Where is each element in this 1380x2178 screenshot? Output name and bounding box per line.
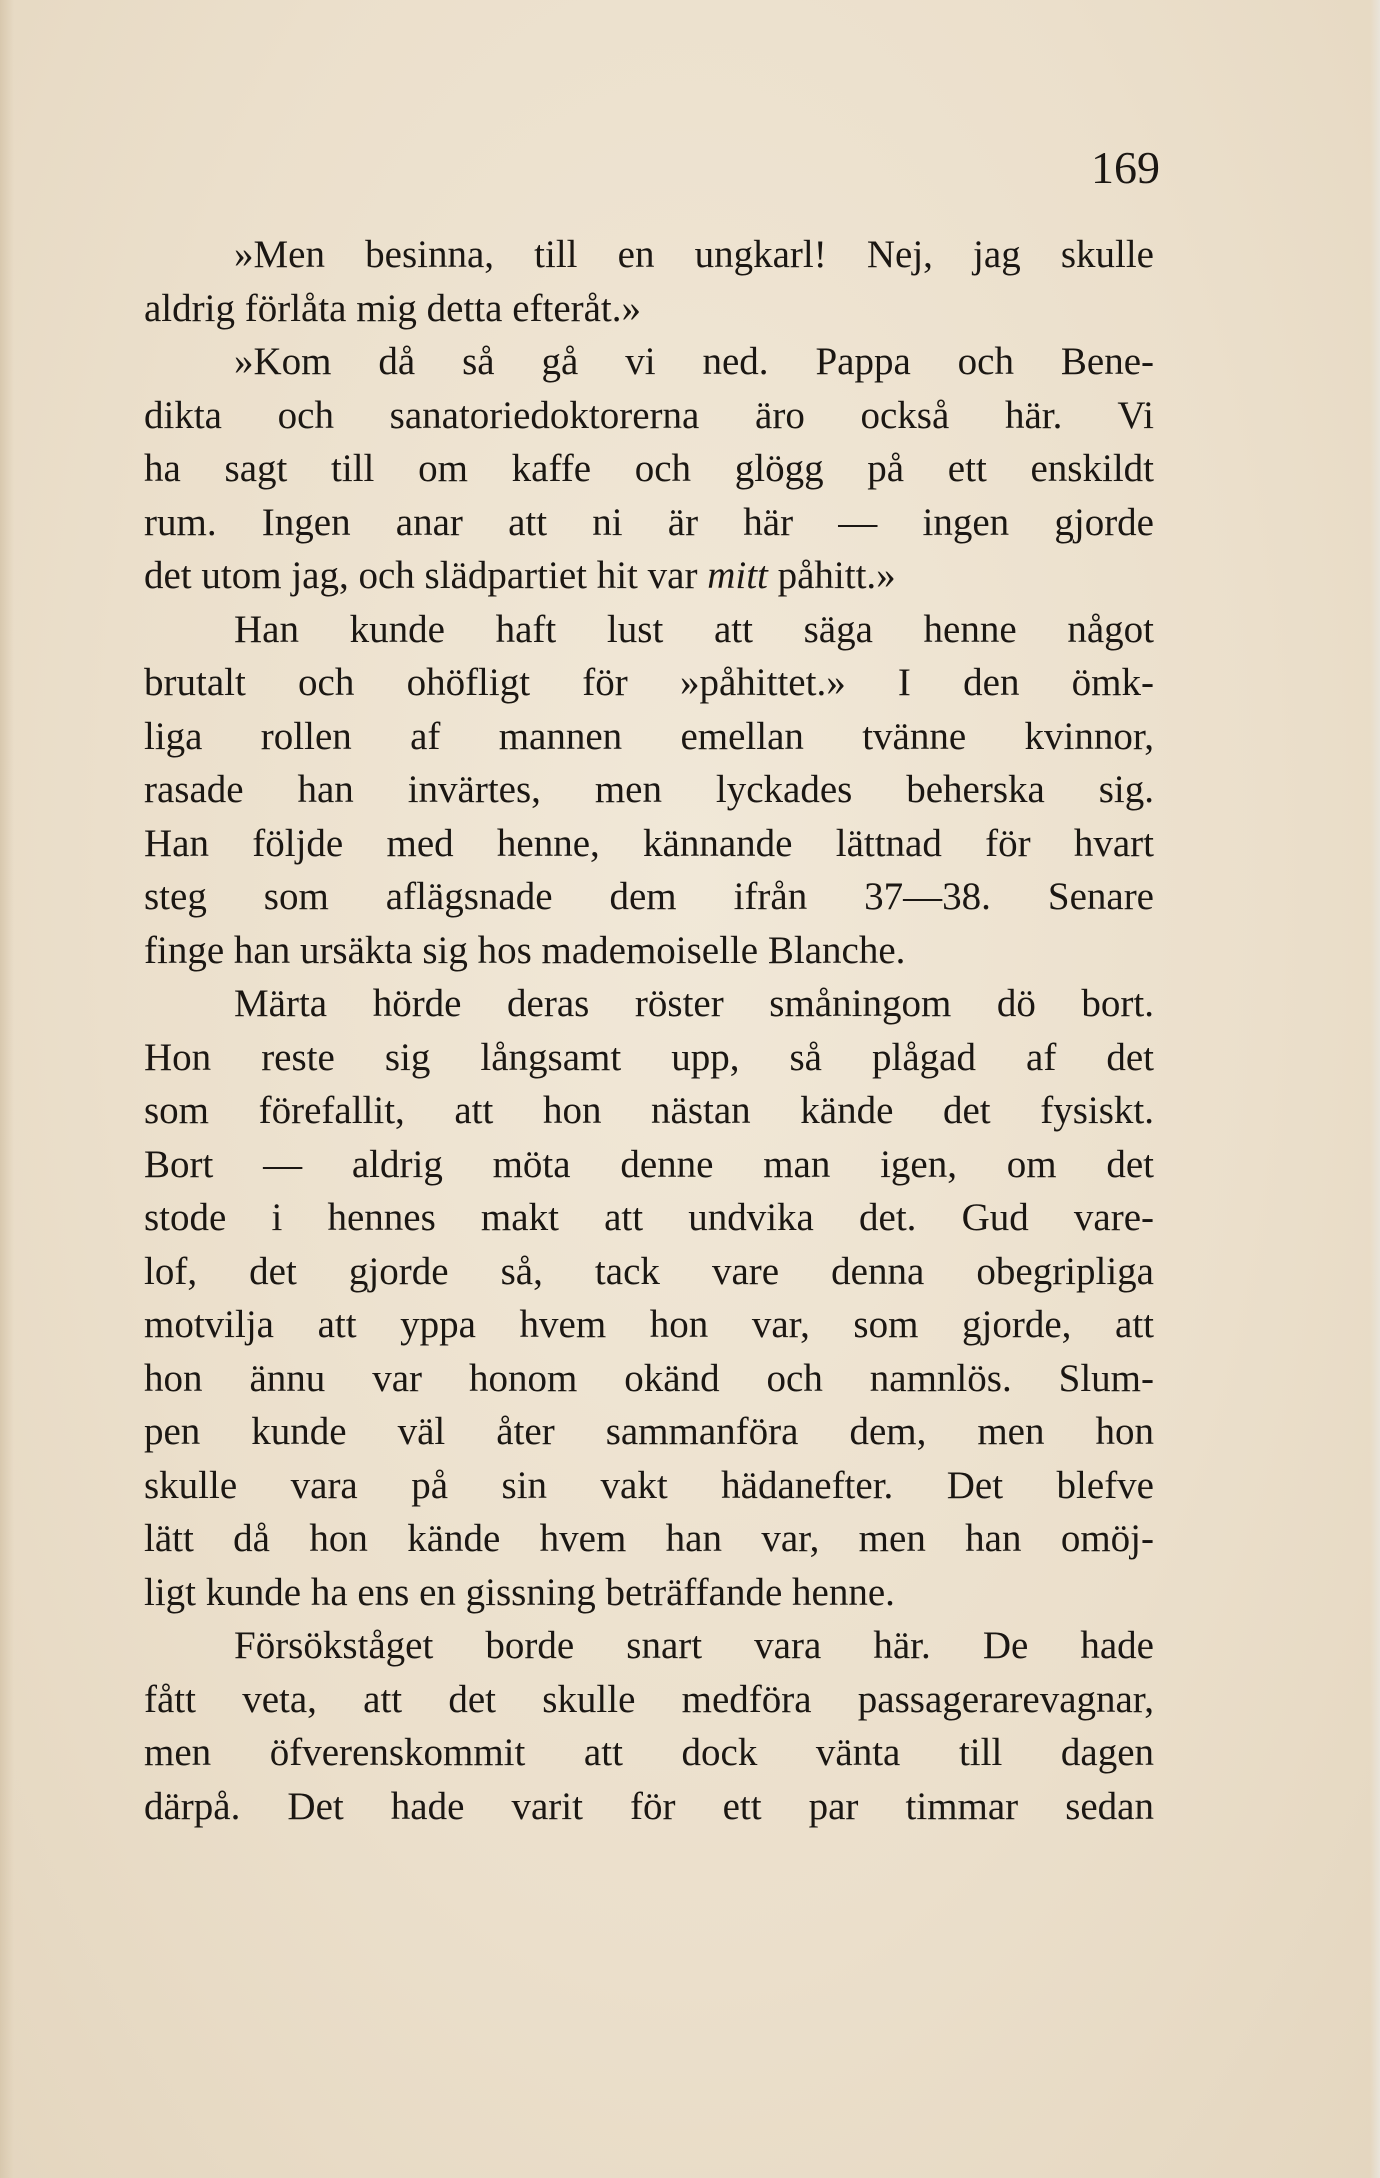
text-line: Bort — aldrig möta denne man igen, om det (144, 1142, 1154, 1186)
text-line: skulle vara på sin vakt hädanefter. Det blefve (144, 1463, 1154, 1507)
page-edge-left (0, 0, 14, 2178)
text-line: därpå. Det hade varit för ett par timmar sedan (144, 1784, 1154, 1828)
text-line: lätt då hon kände hvem han var, men han omöj- (144, 1517, 1154, 1560)
text-line: steg som aflägsnade dem ifrån 37—38. Senare (144, 875, 1154, 918)
text-line: lof, det gjorde så, tack vare denna obegripliga (144, 1249, 1154, 1293)
text-line: Han följde med henne, kännande lättnad för hvart (144, 821, 1154, 865)
text-line: fått veta, att det skulle medföra passagerarevagnar, (144, 1677, 1154, 1721)
text-line: dikta och sanatoriedoktorerna äro också här. Vi (144, 393, 1154, 437)
text-line: Märta hörde deras röster småningom dö bort. (234, 982, 1154, 1025)
text-line (144, 549, 1154, 603)
text-line: brutalt och ohöfligt för »påhittet.» I den ömk- (144, 661, 1154, 704)
text-line: Han kunde haft lust att säga henne något (234, 607, 1154, 651)
text-line: finge han ursäkta sig hos mademoiselle Blanche. (144, 928, 906, 972)
text-line: stode i hennes makt att undvika det. Gud vare- (144, 1196, 1154, 1239)
page-edge-right (1370, 0, 1380, 2178)
text-line: Försökståget borde snart vara här. De hade (234, 1624, 1154, 1667)
text-line: rasade han invärtes, men lyckades beherska sig. (144, 768, 1154, 811)
text-segment: det utom jag, och slädpartiet hit var (144, 554, 708, 597)
text-line: »Men besinna, till en ungkarl! Nej, jag skulle (234, 233, 1154, 276)
text-line: »Kom då så gå vi ned. Pappa och Bene- (234, 340, 1154, 383)
page-number: 169 (1091, 142, 1160, 193)
text-line: ligt kunde ha ens en gissning beträffande henne. (144, 1570, 895, 1614)
text-line: men öfverenskommit att dock vänta till dagen (144, 1731, 1154, 1774)
text-line: liga rollen af mannen emellan tvänne kvinnor, (144, 714, 1154, 758)
text-line: pen kunde väl åter sammanföra dem, men hon (144, 1410, 1154, 1453)
text-line: rum. Ingen anar att ni är här — ingen gjorde (144, 500, 1154, 544)
text-line: som förefallit, att hon nästan kände det fysiskt. (144, 1089, 1154, 1132)
text-line: hon ännu var honom okänd och namnlös. Slum- (144, 1356, 1154, 1400)
text-line: ha sagt till om kaffe och glögg på ett enskildt (144, 447, 1154, 490)
body-text (144, 228, 1154, 1833)
emphasized-word: mitt (707, 554, 768, 597)
text-line: aldrig förlåta mig detta efteråt.» (144, 286, 642, 330)
text-line: Hon reste sig långsamt upp, så plågad af det (144, 1035, 1154, 1079)
text-line: motvilja att yppa hvem hon var, som gjorde, att (144, 1303, 1154, 1346)
text-segment: påhitt.» (767, 554, 896, 597)
